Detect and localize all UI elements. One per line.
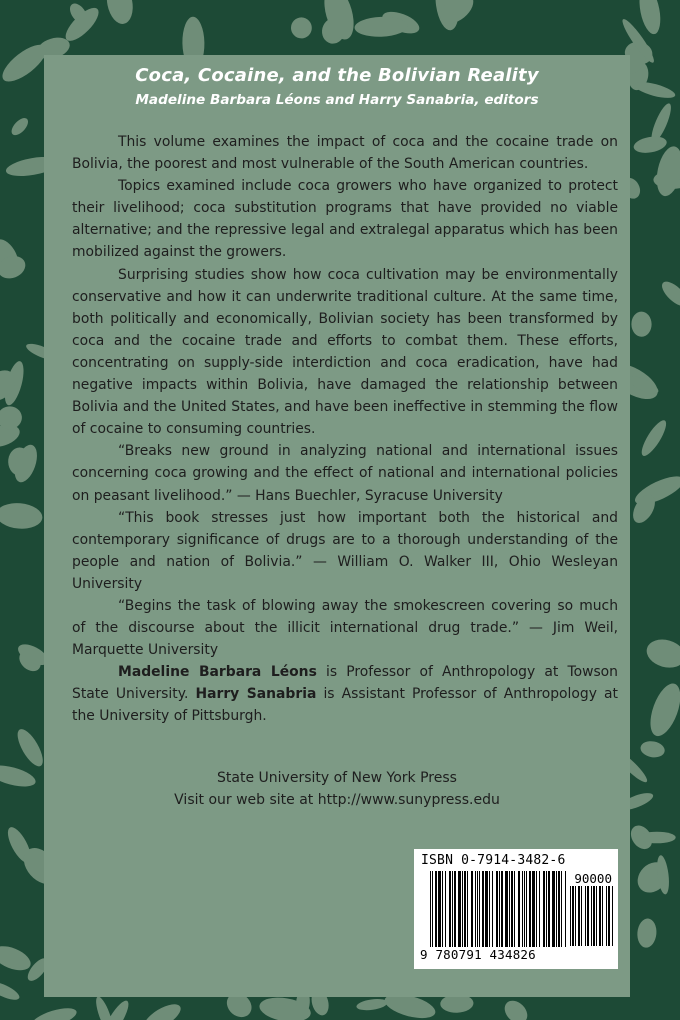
leaf-shape [140, 999, 185, 1020]
price-addon-digits: 90000 [574, 871, 612, 886]
barcode-bar [514, 871, 515, 947]
barcode-bar [596, 886, 597, 946]
quote-buechler: “Breaks new ground in analyzing national and international issues concerning coca growing and the effect of national and international policies on peasant livelihood.” — Hans Buechler, Syracuse University [72, 443, 618, 504]
leaf-shape [13, 726, 48, 770]
leaf-shape [0, 941, 34, 975]
isbn-text: ISBN 0-7914-3482-6 [421, 853, 566, 868]
barcode-label [414, 849, 618, 969]
barcode-bar [442, 871, 443, 947]
book-title: Coca, Cocaine, and the Bolivian Reality [135, 65, 539, 86]
quote-weil: “Begins the task of blowing away the smokescreen covering so much of the discourse about the illicit international drug trade.” — Jim Weil, Marquette University [72, 597, 618, 659]
barcode-bar [477, 871, 478, 947]
quote-walker: “This book stresses just how important both the historical and contemporary significance of drugs are to a thorough understanding of the people and nation of Bolivia.” — William O. Walker III, Ohio Wesleyan University [72, 509, 618, 592]
barcode-bar [462, 871, 463, 947]
barcode-bar [536, 871, 537, 947]
barcode-bar [485, 871, 488, 947]
barcode-bar [458, 871, 461, 947]
barcode-bar [511, 871, 513, 947]
publisher-name: State University of New York Press [217, 770, 457, 786]
barcode-bar [556, 871, 557, 947]
barcode-bar [518, 871, 520, 947]
leaf-shape [0, 761, 38, 790]
publisher-block [44, 767, 630, 811]
barcode-bar [505, 871, 508, 947]
barcode-bar [612, 886, 613, 946]
barcode-bar [599, 886, 601, 946]
barcode-bar [575, 886, 576, 946]
bio-text-leons: is Professor of Anthropology at Towson State University. [72, 664, 618, 703]
ean-digits: 9 780791 434826 [420, 947, 536, 962]
bio-name-leons: Madeline Barbara Léons [118, 664, 317, 681]
leaf-shape [0, 979, 22, 1004]
barcode-bar [492, 871, 493, 947]
barcode-bar [449, 871, 451, 947]
barcode-bar [602, 886, 603, 946]
ean-barcode-bars [430, 871, 566, 947]
barcode-bar [524, 871, 525, 947]
barcode-bar [489, 871, 490, 947]
bio-name-sanabria: Harry Sanabria [195, 686, 317, 703]
barcode-bar [532, 871, 535, 947]
leaf-shape [643, 635, 680, 672]
barcode-bar [479, 871, 480, 947]
barcode-bar [464, 871, 466, 947]
leaf-shape [9, 115, 31, 138]
barcode-bar [565, 871, 566, 947]
barcode-bar [430, 871, 431, 947]
leaf-shape [289, 16, 313, 41]
barcode-bar [452, 871, 453, 947]
paragraph-intro: This volume examines the impact of coca and the cocaine trade on Bolivia, the poorest and most vulnerable of the South American countries. [72, 134, 618, 173]
barcode-bar [435, 871, 437, 947]
barcode-bar [445, 871, 446, 947]
leaf-shape [631, 311, 652, 337]
leaf-shape [636, 0, 664, 36]
leaf-shape [644, 680, 680, 740]
barcode-bar [585, 886, 586, 946]
barcode-bar [529, 871, 531, 947]
barcode-bar [522, 871, 523, 947]
leaf-shape [30, 1004, 79, 1020]
barcode-bar [471, 871, 473, 947]
barcode-bar [454, 871, 456, 947]
bio-text-sanabria: is Assistant Professor of Anthropology at the University of Pittsburgh. [72, 686, 619, 725]
barcode-bar [552, 871, 555, 947]
barcode-bar [543, 871, 545, 947]
addon-barcode-bars [570, 886, 614, 946]
description [72, 131, 618, 728]
leaf-shape [0, 405, 23, 431]
leaf-shape [103, 0, 136, 26]
leaf-shape [0, 501, 43, 530]
barcode-bar [526, 871, 527, 947]
leaf-shape [639, 739, 666, 759]
author-bio [72, 661, 618, 727]
leaf-shape [658, 278, 680, 311]
barcode-bar [587, 886, 589, 946]
barcode-bar [539, 871, 540, 947]
barcode-bar [558, 871, 560, 947]
barcode-bar [438, 871, 441, 947]
barcode-bar [546, 871, 547, 947]
leaf-shape [636, 918, 657, 949]
barcode-bar [570, 886, 571, 946]
barcode-bar [467, 871, 468, 947]
barcode-bar [561, 871, 562, 947]
barcode-bar [578, 886, 580, 946]
leaf-shape [632, 134, 668, 155]
barcode-bar [432, 871, 433, 947]
barcode-bar [591, 886, 592, 946]
paragraph-topics: Topics examined include coca growers who have organized to protect their livelihood; coca substitution programs that have provided no viable alternative; and the repressive legal and extralegal apparatus which has been mobilized against the growers. [72, 178, 618, 261]
leaf-shape [638, 417, 671, 459]
barcode-bar [606, 886, 607, 946]
paragraph-studies: Surprising studies show how coca cultivation may be environmentally conservative and how it can underwrite traditional culture. At the same time, both politically and economically, Bolivian society has been transformed by coca and the cocaine trade and efforts to combat them. These efforts, concentrating on supply-side interdiction and coca eradication, have had negative impacts within Bolivia, have damaged the relationship between Bolivia and the United States, and have been ineffective in stemming the flow of cocaine to consuming countries. [72, 266, 618, 438]
barcode-bar [501, 871, 503, 947]
barcode-bar [581, 886, 582, 946]
leaf-shape [653, 144, 680, 198]
barcode-bar [499, 871, 500, 947]
barcode-bar [496, 871, 498, 947]
publisher-website[interactable]: Visit our web site at http://www.sunypress.edu [174, 792, 500, 808]
barcode-bar [482, 871, 484, 947]
leaf-shape [356, 997, 389, 1012]
barcode-bar [608, 886, 610, 946]
barcode-bar [509, 871, 510, 947]
barcode-bar [572, 886, 574, 946]
leaf-shape [638, 832, 676, 844]
barcode-bar [475, 871, 476, 947]
barcode-bar [593, 886, 595, 946]
barcode-bar [548, 871, 550, 947]
back-cover-panel [44, 55, 630, 997]
book-editors: Madeline Barbara Léons and Harry Sanabria, editors [135, 92, 539, 108]
leaf-shape [500, 996, 532, 1020]
